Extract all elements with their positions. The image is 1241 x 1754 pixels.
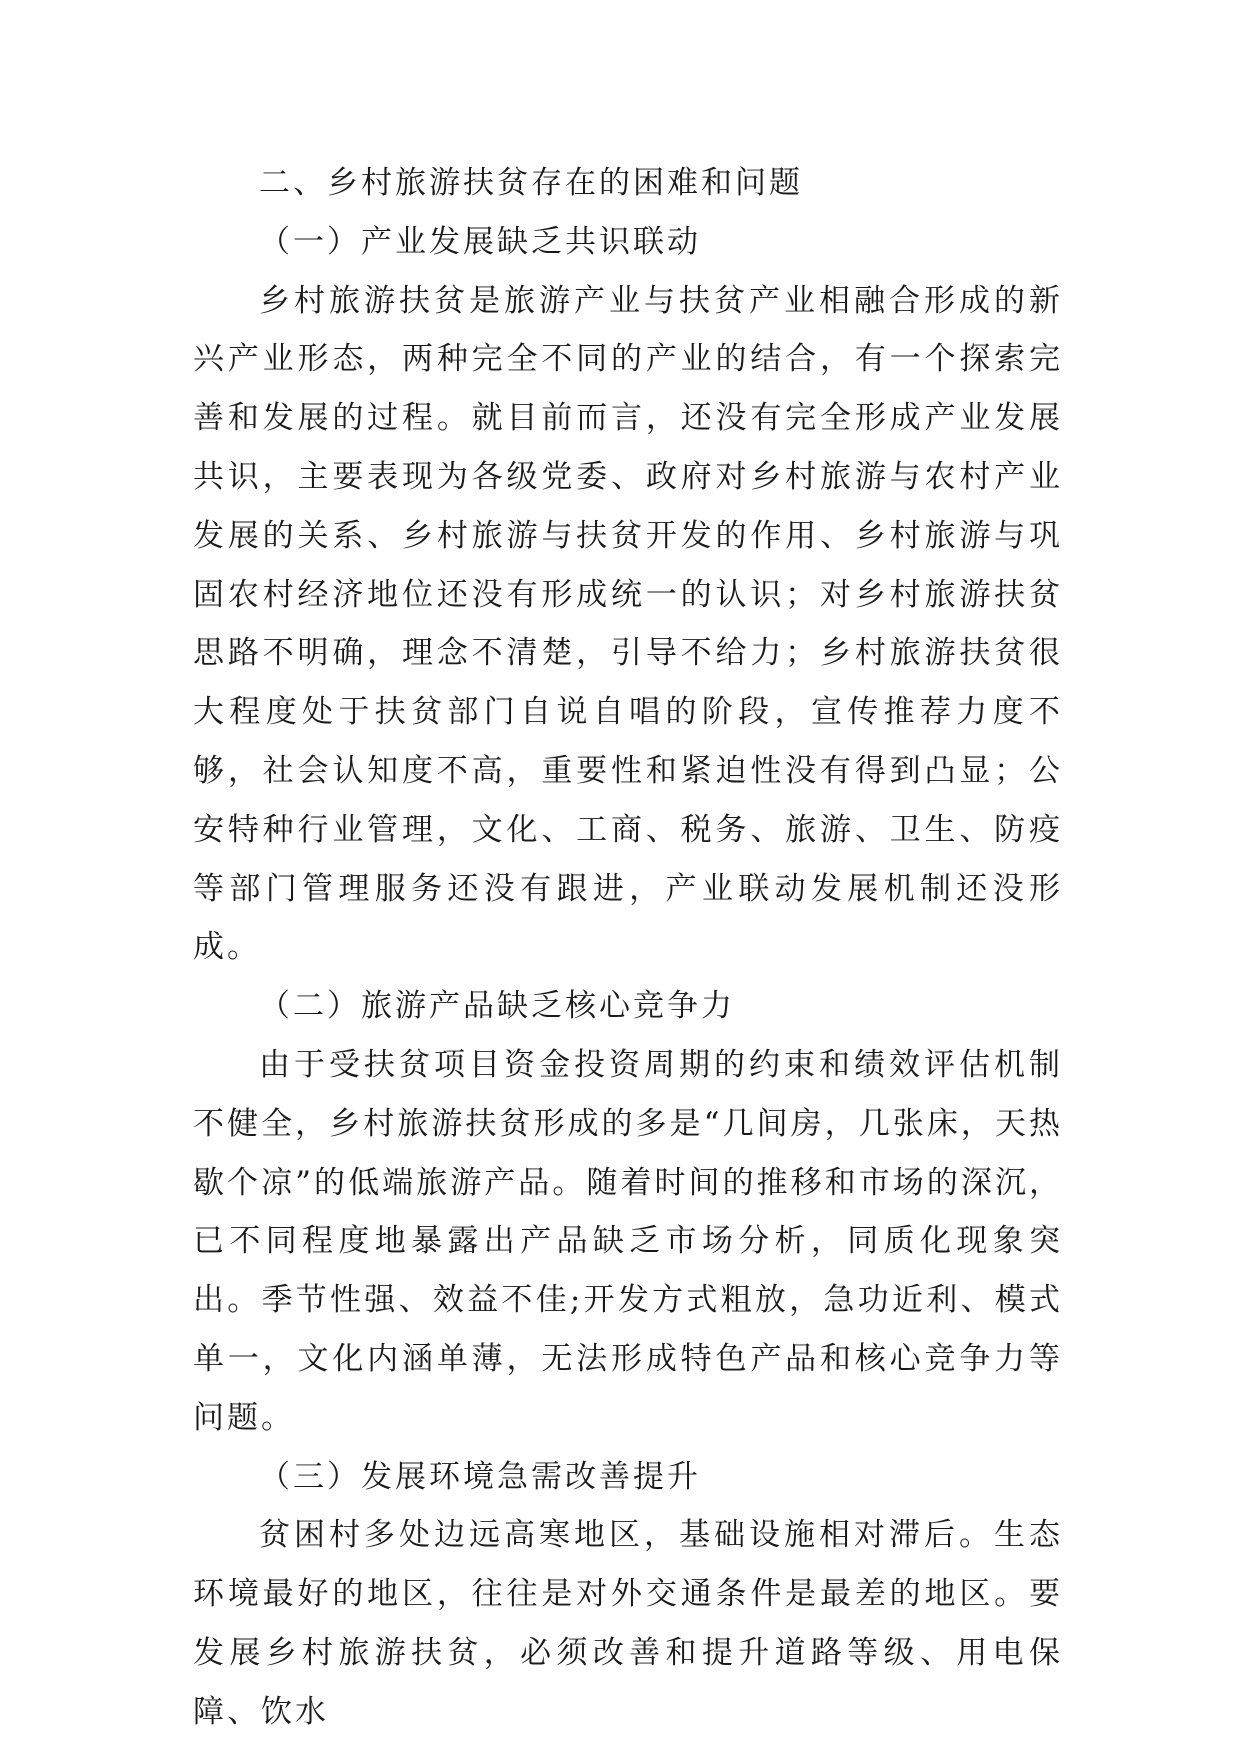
section-heading: 二、乡村旅游扶贫存在的困难和问题 [259,165,803,201]
body-paragraph-1: 乡村旅游扶贫是旅游产业与扶贫产业相融合形成的新兴产业形态，两种完全不同的产业的结合，有一个探索完善和发展的过程。就目前而言，还没有完全形成产业发展共识，主要表现为各级党委、政府对乡村旅游与农村产业发展的关系、乡村旅游与扶贫开发的作用、乡村旅游与巩固农村经济地位还没有形成统一的认识；对乡村旅游扶贫思路不明确，理念不清楚，引导不给力；乡村旅游扶贫很大程度处于扶贫部门自说自唱的阶段，宣传推荐力度不够，社会认知度不高，重要性和紧迫性没有得到凸显；公安特种行业管理，文化、工商、税务、旅游、卫生、防疫等部门管理服务还没有跟进，产业联动发展机制还没形成。 [193,282,1063,966]
body-paragraph-2: 由于受扶贫项目资金投资周期的约束和绩效评估机制不健全，乡村旅游扶贫形成的多是“几间房，几张床，天热歇个凉”的低端旅游产品。随着时间的推移和市场的深沉，已不同程度地暴露出产品缺乏市场分析，同质化现象突出。季节性强、效益不佳;开发方式粗放，急功近利、模式单一，文化内涵单薄，无法形成特色产品和核心竞争力等问题。 [193,1046,1063,1436]
subsection-heading-3: （三）发展环境急需改善提升 [259,1458,701,1495]
body-paragraph-3: 贫困村多处边远高寒地区，基础设施相对滞后。生态环境最好的地区，往往是对外交通条件是最差的地区。要发展乡村旅游扶贫，必须改善和提升道路等级、用电保障、饮水 [193,1517,1063,1730]
subsection-heading-2: （二）旅游产品缺乏核心竞争力 [259,988,735,1025]
document-body [193,154,1063,1742]
subsection-heading-1: （一）产业发展缺乏共识联动 [259,223,701,260]
